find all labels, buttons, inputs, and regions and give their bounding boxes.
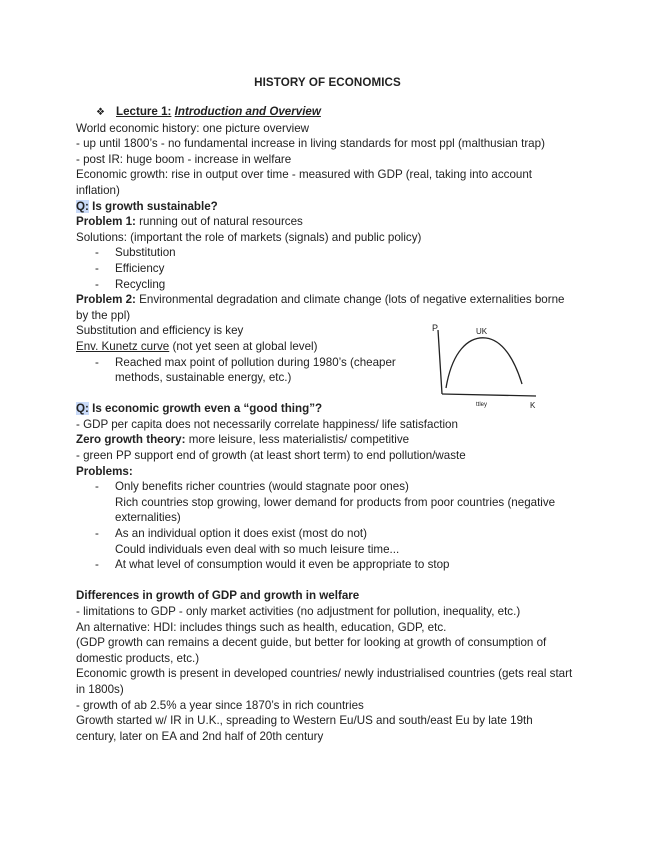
problem-text: Environmental degradation and climate change (lots of negative externalities borne by the ppl) — [76, 293, 565, 322]
problem-label: Problem 1: — [76, 215, 136, 229]
question-tag: Q: — [76, 199, 89, 213]
document-body — [76, 104, 576, 744]
list-item: - At what level of consumption would it even be appropriate to stop — [95, 558, 450, 572]
differences-line: Economic growth is present in developed countries/ newly industrialised countries (gets real start in 1800s) — [76, 667, 573, 696]
question-text: Is economic growth even a “good thing”? — [88, 402, 323, 416]
kuznets-line: Env. Kunetz curve (not yet seen at global level) — [76, 339, 318, 353]
solutions-list — [76, 245, 576, 292]
gdp-happiness-line: - GDP per capita does not necessarily correlate happiness/ life satisfaction — [76, 417, 458, 431]
question-tag: Q: — [76, 402, 89, 416]
overview-line: World economic history: one picture overview — [76, 121, 310, 135]
substitution-line: Substitution and efficiency is key — [76, 324, 244, 338]
sketch-peak-label: UK — [476, 327, 488, 336]
list-item: - As an individual option it does exist (most do not) Could individuals even deal with so much leisure time... — [95, 527, 400, 556]
sketch-y-axis — [438, 330, 442, 394]
question-text: Is growth sustainable? — [88, 199, 218, 213]
lecture-heading — [96, 104, 576, 121]
list-item: - Efficiency — [95, 261, 165, 275]
problems-label: Problems: — [76, 464, 133, 478]
sketch-x-axis — [442, 394, 536, 396]
overview-line: - post IR: huge boom - increase in welfare — [76, 152, 292, 166]
differences-line: - limitations to GDP - only market activities (no adjustment for pollution, inequality, etc.) — [76, 605, 521, 618]
differences-heading: Differences in growth of GDP and growth in welfare — [76, 589, 360, 603]
problem-2 — [76, 292, 576, 323]
list-item: - Substitution — [95, 246, 176, 260]
lecture-name: Introduction and Overview — [174, 105, 321, 118]
solutions-line: Solutions: (important the role of markets (signals) and public policy) — [76, 230, 422, 244]
differences-line: An alternative: HDI: includes things such as health, education, GDP, etc. — [76, 620, 447, 634]
problems-list — [76, 479, 576, 573]
sketch-x-label: K — [530, 401, 536, 410]
lecture-prefix: Lecture 1: — [116, 105, 172, 118]
list-item: - Reached max point of pollution during 1980’s (cheaper methods, sustainable energy, etc.) — [95, 355, 396, 385]
problem-label: Problem 2: — [76, 293, 136, 307]
overview-line: Economic growth: rise in output over time - measured with GDP (real, taking into account inflation) — [76, 168, 533, 197]
differences-line: - growth of ab 2.5% a year since 1870’s in rich countries — [76, 698, 364, 712]
sketch-x-note: ttley — [476, 402, 488, 408]
question-1 — [76, 199, 576, 215]
diamond-bullet-icon: ❖ — [96, 107, 105, 118]
zero-growth-line: Zero growth theory: more leisure, less materialistis/ competitive — [76, 433, 410, 447]
problem-text: running out of natural resources — [135, 215, 303, 229]
kuznets-curve-sketch — [428, 322, 544, 410]
sketch-y-label: P — [432, 323, 439, 333]
kuznets-list — [76, 355, 406, 386]
green-pp-line: - green PP support end of growth (at least short term) to end pollution/waste — [76, 449, 466, 463]
differences-line: Growth started w/ IR in U.K., spreading to Western Eu/US and south/east Eu by late 19th century, later on EA and 2nd half of 20th century — [76, 714, 533, 743]
overview-line: - up until 1800’s - no fundamental increase in living standards for most ppl (malthusian trap) — [76, 137, 545, 151]
problem-1 — [76, 214, 576, 230]
list-item: - Only benefits richer countries (would stagnate poor ones) Rich countries stop growing, lower demand for products from poor countries (negative externalities) — [95, 480, 556, 525]
sketch-curve — [446, 338, 522, 388]
list-item: - Recycling — [95, 277, 166, 291]
kuznets-link[interactable]: Env. Kunetz curve — [76, 339, 170, 353]
document-title: HISTORY OF ECONOMICS — [254, 76, 401, 89]
differences-line: (GDP growth can remains a decent guide, but better for looking at growth of consumption of domestic products, etc.) — [76, 636, 547, 665]
